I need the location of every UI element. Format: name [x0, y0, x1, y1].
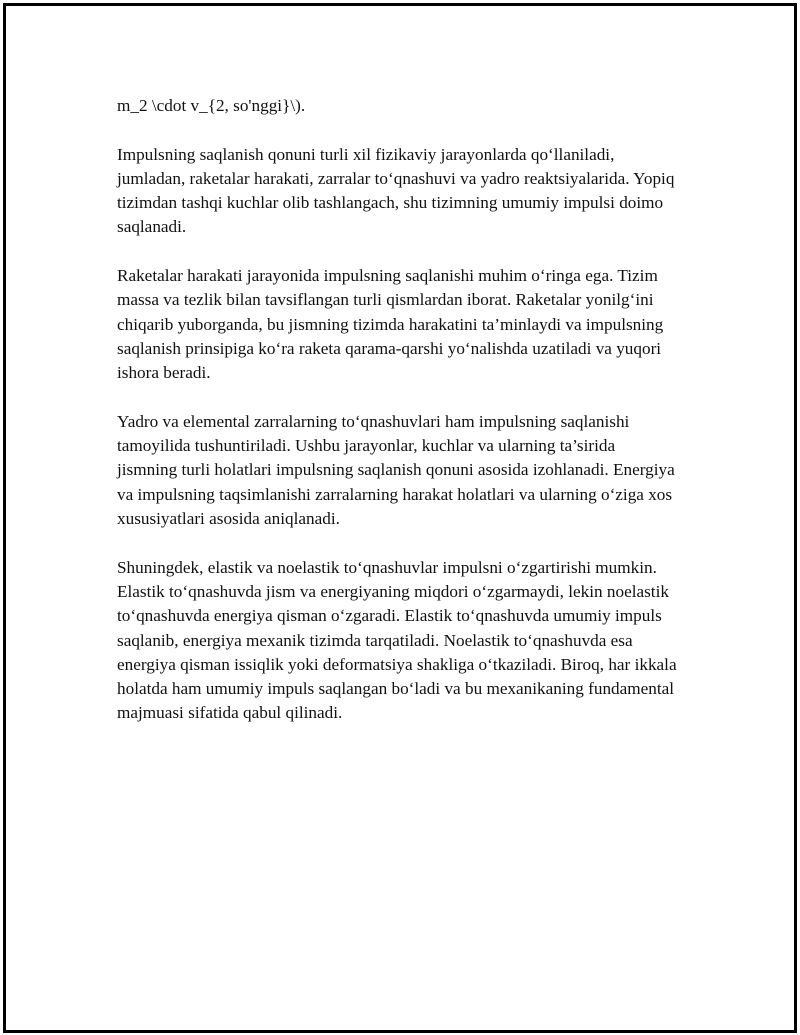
document-body: [117, 94, 677, 750]
paragraph-elastic-inelastic: Shuningdek, elastik va noelastik to‘qnashuvlar impulsni o‘zgartirishi mumkin. Elastik to‘qnashuvda jism va energiyaning miqdori o‘zgarmaydi, lekin noelastik to‘qnashuvda energiya qisman o‘zgaradi. Elastik to‘qnashuvda umumiy impuls saqlanib, energiya mexanik tizimda tarqatiladi. Noelastik to‘qnashuvda esa energiya qisman issiqlik yoki deformatsiya shakliga o‘tkaziladi. Biroq, har ikkala holatda ham umumiy impuls saqlangan bo‘ladi va bu mexanikaning fundamental majmuasi sifatida qabul qilinadi.: [117, 557, 677, 723]
paragraph-rocket-motion: Raketalar harakati jarayonida impulsning saqlanishi muhim o‘ringa ega. Tizim massa va tezlik bilan tavsiflangan turli qismlardan iborat. Raketalar yonilg‘ini chiqarib yuborganda, bu jismning tizimda harakatini ta’minlaydi va impulsning saqlanish prinsipiga ko‘ra raketa qarama-qarshi yo‘nalishda uzatiladi va yuqori ishora beradi.: [117, 266, 664, 383]
paragraph-formula-tail: m_2 \cdot v_{2, so'nggi}\).: [117, 96, 306, 115]
paragraph-impulse-applications: Impulsning saqlanish qonuni turli xil fizikaviy jarayonlarda qo‘llaniladi, jumladan, raketalar harakati, zarralar to‘qnashuvi va yadro reaktsiyalarida. Yopiq tizimdan tashqi kuchlar olib tashlangach, shu tizimning umumiy impulsi doimo saqlanadi.: [117, 144, 675, 237]
paragraph-nuclear-collisions: Yadro va elemental zarralarning to‘qnashuvlari ham impulsning saqlanishi tamoyilida tushuntiriladi. Ushbu jarayonlar, kuchlar va ularning ta’sirida jismning turli holatlari impulsning saqlanish qonuni asosida izohlanadi. Energiya va impulsning taqsimlanishi zarralarning harakat holatlari va ularning o‘ziga xos xususiyatlari asosida aniqlanadi.: [117, 411, 675, 529]
